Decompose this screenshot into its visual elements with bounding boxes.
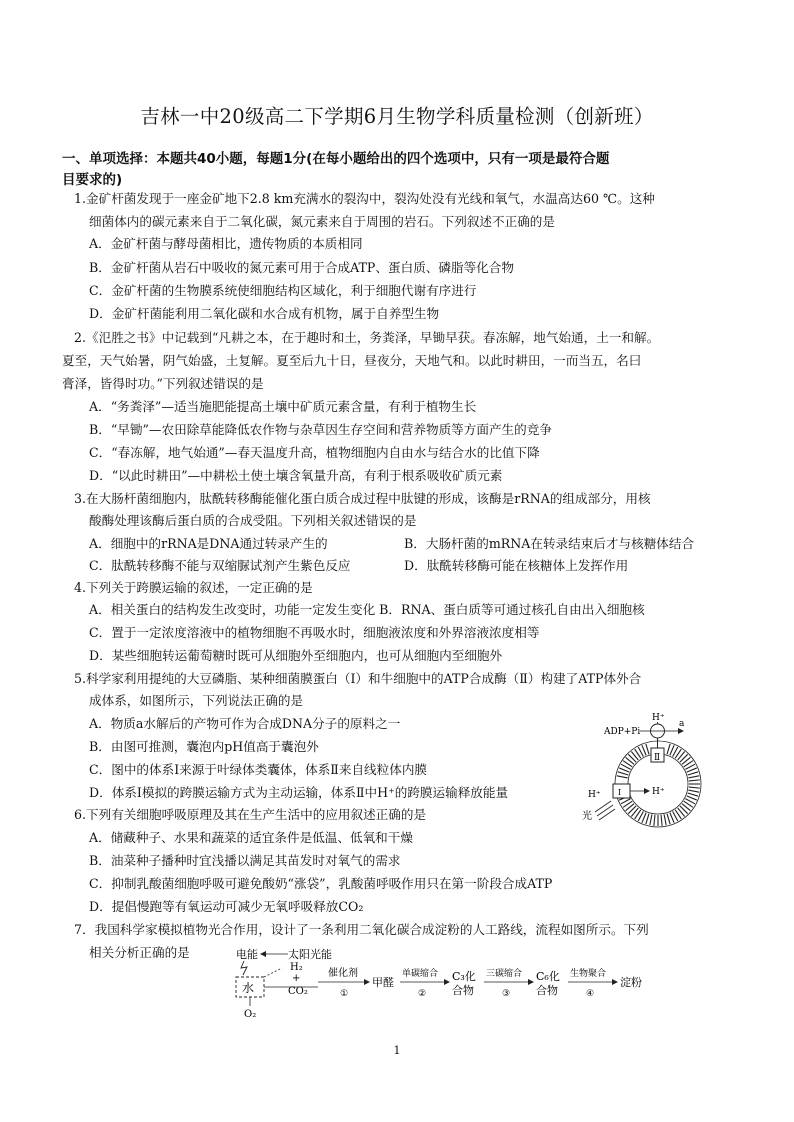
q1-stem-line-1: 1.金矿杆菌发现于一座金矿地下2.8 km充满水的裂沟中，裂沟处没有光线和氧气，水温高达60 ℃。这种: [74, 191, 655, 206]
q5-option-a: A．物质a水解后的产物可作为合成DNA分子的原料之一: [89, 716, 401, 731]
bilayer-tick: [670, 745, 674, 755]
q3-option-b: B．大肠杆菌的mRNA在转录结束后才与核糖体结合: [404, 536, 695, 551]
q6-stem: 6.下列有关细胞呼吸原理及其在生产生活中的应用叙述正确的是: [74, 807, 427, 822]
q3-option-d: D．肽酰转移酶可能在核糖体上发挥作用: [404, 558, 629, 573]
q2-option-a: A．“务粪泽”—适当施肥能提高土壤中矿质元素含量，有利于植物生长: [89, 399, 477, 414]
bilayer-tick: [688, 776, 699, 778]
q3-option-a: A．细胞中的rRNA是DNA通过转录产生的: [89, 536, 328, 551]
bilayer-tick: [689, 787, 700, 788]
light-arrow-1: [595, 801, 611, 812]
q3-stem-line-2: 酸酶处理该酶后蛋白质的合成受阻。下列相关叙述错误的是: [89, 513, 417, 528]
q2-option-b: B．“早锄”—农田除草能降低农作物与杂草因生存空间和营养物质等方面产生的竞争: [89, 422, 552, 437]
q5-vesicle-figure: [578, 712, 728, 828]
step3-label: 三碳缩合: [486, 969, 523, 979]
q1-option-c: C．金矿杆菌的生物膜系统使细胞结构区域化，利于细胞代谢有序进行: [89, 283, 477, 298]
light-label: 光: [582, 811, 592, 822]
bilayer-tick: [667, 744, 670, 755]
bilayer-tick: [688, 772, 699, 775]
q4-option-ab: A．相关蛋白的结构发生改变时，功能一定发生变化 B．RNA、蛋白质等可通过核孔自由出入细胞核: [89, 602, 645, 617]
q1-option-d: D．金矿杆菌能利用二氧化碳和水合成有机物，属于自养型生物: [89, 306, 440, 321]
h-plus-outer-label: H⁺: [588, 790, 601, 800]
c3-compound-top: C₃化: [452, 970, 476, 983]
solar-energy-label: 太阳光能: [288, 948, 332, 961]
q6-option-d: D．提倡慢跑等有氧运动可减少无氧呼吸释放CO₂: [89, 899, 364, 914]
bilayer-tick: [688, 790, 699, 792]
q6-option-c: C．抑制乳酸菌细胞呼吸可避免酸奶“涨袋”，乳酸菌呼吸作用只在第一阶段合成ATP: [89, 876, 553, 891]
bilayer-tick: [687, 796, 697, 800]
section-heading-line-1: 一、单项选择：本题共40小题，每题1分(在每小题给出的四个选项中，只有一项是最符合题: [62, 151, 610, 167]
c3-compound-bottom: 合物: [452, 984, 474, 997]
bilayer-tick: [664, 814, 666, 825]
bilayer-tick: [617, 776, 628, 778]
q7-stem-line-1: 7．我国科学家模拟植物光合作用，设计了一条利用二氧化碳合成淀粉的人工路线，流程如图所示。下列: [74, 922, 649, 937]
c6-compound-bottom: 合物: [536, 984, 558, 997]
starch-label: 淀粉: [620, 976, 642, 989]
q2-option-c: C．“春冻解，地气始通”—春天温度升高，植物细胞内自由水与结合水的比值下降: [89, 445, 540, 460]
system-i-protein: [613, 784, 630, 798]
bilayer-tick: [654, 815, 655, 826]
q4-stem: 4.下列关于跨膜运输的叙述，一定正确的是: [74, 580, 313, 595]
q3-option-c: C．肽酰转移酶不能与双缩脲试剂产生紫色反应: [89, 558, 351, 573]
adp-pi-label: ADP+Pi: [604, 727, 641, 737]
substance-a-label: a: [679, 719, 685, 729]
bilayer-tick: [642, 745, 646, 755]
h-plus-top-label: H⁺: [652, 713, 665, 723]
co2-label: CO₂: [288, 986, 308, 997]
section-heading: [62, 149, 742, 191]
bilayer-tick: [619, 768, 629, 772]
q1-option-a: A．金矿杆菌与酵母菌相比，遗传物质的本质相同: [89, 236, 363, 251]
q1-stem-line-2: 细菌体内的碳元素来自于二氧化碳，氮元素来自于周围的岩石。下列叙述不正确的是: [89, 214, 555, 229]
light-arrow-3: [599, 809, 615, 820]
q4-option-c: C．置于一定浓度溶液中的植物细胞不再吸水时，细胞液浓度和外界溶液浓度相等: [89, 625, 540, 640]
formaldehyde-label: 甲醛: [372, 976, 394, 989]
electric-energy-label: 电能: [236, 948, 258, 961]
system-ii-label: Ⅱ: [654, 753, 661, 763]
step4-label: 生物聚合: [570, 969, 607, 979]
q3-stem-line-1: 3.在大肠杆菌细胞内，肽酰转移酶能催化蛋白质合成过程中肽键的形成，该酶是rRNA的组成部分，用核: [74, 491, 651, 506]
system-i-label: Ⅰ: [618, 788, 622, 797]
bilayer-tick: [618, 772, 629, 775]
q7-stem-line-2: 相关分析正确的是: [89, 945, 190, 960]
q5-option-c: C．图中的体系Ⅰ来源于叶绿体类囊体，体系Ⅱ来自线粒体内膜: [89, 762, 428, 777]
q5-option-d: D．体系Ⅰ模拟的跨膜运输方式为主动运输，体系Ⅱ中H⁺的跨膜运输释放能量: [89, 785, 509, 800]
bilayer-tick: [689, 780, 700, 781]
page-title: 吉林一中20级高二下学期6月生物学科质量检测（创新班）: [140, 105, 654, 128]
bilayer-tick: [661, 815, 662, 826]
q4-option-d: D．某些细胞转运葡萄糖时既可从细胞外至细胞内，也可从细胞内至细胞外: [89, 648, 503, 663]
bilayer-tick: [670, 813, 674, 823]
q7-pathway-figure: [228, 944, 668, 1020]
light-arrow-2: [597, 805, 613, 816]
bilayer-tick: [688, 793, 699, 796]
h-plus-inner-label: H⁺: [652, 787, 665, 797]
step3-number: ③: [502, 989, 511, 999]
q2-stem-line-2: 夏至，天气始暑，阴气始盛，土复解。夏至后九十日，昼夜分，天地气和。以此时耕田，一而当五，名曰: [62, 353, 642, 368]
step2-label: 单碳缩合: [402, 969, 439, 979]
h2-label: H₂: [290, 962, 303, 973]
lightning-icon: [241, 961, 247, 975]
bilayer-tick: [667, 814, 670, 825]
bilayer-tick: [642, 813, 646, 823]
q6-option-b: B．油菜种子播种时宜浅播以满足其苗发时对氧气的需求: [89, 853, 401, 868]
q2-stem-line-1: 2.《氾胜之书》中记载到“凡耕之本，在于趣时和土，务粪泽，早锄早获。春冻解，地气始通，土一和解。: [74, 330, 660, 345]
q5-stem-line-2: 成体系，如图所示，下列说法正确的是: [89, 693, 304, 708]
step2-number: ②: [418, 989, 427, 999]
q2-option-d: D．“以此时耕田”—中耕松土使土壤含氧量升高，有利于根系吸收矿质元素: [89, 468, 503, 483]
q5-option-b: B．由图可推测，囊泡内pH值高于囊泡外: [89, 739, 319, 754]
water-label: 水: [242, 981, 255, 995]
step1-catalyst-label: 催化剂: [328, 968, 358, 979]
step4-number: ④: [586, 989, 595, 999]
bilayer-tick: [650, 814, 652, 825]
q5-stem-line-1: 5.科学家利用提纯的大豆磷脂、某种细菌膜蛋白（Ⅰ）和牛细胞中的ATP合成酶（Ⅱ）构建了ATP体外合: [74, 671, 642, 686]
plus-label: +: [292, 973, 301, 984]
q2-stem-line-3: 膏泽，皆得时功。”下列叙述错误的是: [62, 376, 264, 391]
bilayer-tick: [646, 814, 649, 825]
bilayer-tick: [687, 768, 697, 772]
q1-option-b: B．金矿杆菌从岩石中吸收的氮元素可用于合成ATP、蛋白质、磷脂等化合物: [89, 260, 514, 275]
o2-label: O₂: [244, 1009, 257, 1020]
step1-number: ①: [340, 989, 349, 999]
c6-compound-top: C₆化: [536, 970, 560, 983]
page-number: 1: [393, 1044, 401, 1057]
bilayer-tick: [646, 744, 649, 755]
section-heading-line-2: 目要求的): [62, 172, 123, 188]
q6-option-a: A．储藏种子、水果和蔬菜的适宜条件是低温、低氧和干燥: [89, 830, 413, 845]
